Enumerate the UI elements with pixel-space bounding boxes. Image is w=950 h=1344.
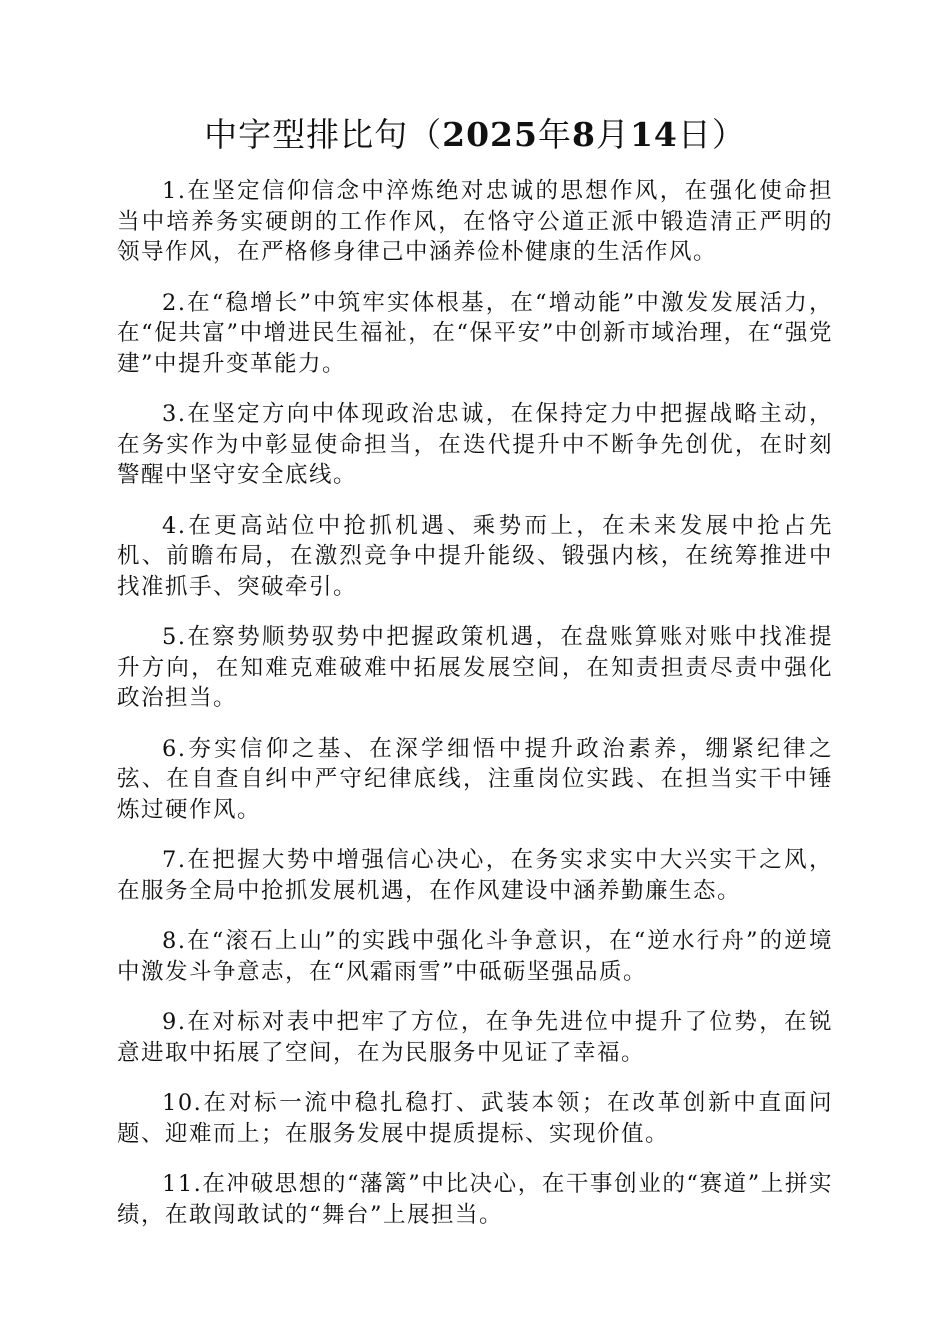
paragraph-7: 7.在把握大势中增强信心决心，在务实求实中大兴实干之风，在服务全局中抢抓发展机遇，在作风建设中涵养勤廉生态。: [117, 847, 833, 904]
title-day-unit: 日）: [677, 115, 746, 154]
title-prefix: 中字型排比句（: [204, 115, 443, 154]
paragraph-2: 2.在“稳增长”中筑牢实体根基，在“增动能”中激发发展活力，在“促共富”中增进民生福祉，在“保平安”中创新市域治理，在“强党建”中提升变革能力。: [117, 289, 833, 377]
document-body: [117, 176, 833, 1250]
title-month-unit: 月: [595, 115, 630, 154]
paragraph-9: 9.在对标对表中把牢了方位，在争先进位中提升了位势，在锐意进取中拓展了空间，在为民服务中见证了幸福。: [117, 1009, 833, 1066]
paragraph-1: 1.在坚定信仰信念中淬炼绝对忠诚的思想作风，在强化使命担当中培养务实硬朗的工作作风，在恪守公道正派中锻造清正严明的领导作风，在严格修身律己中涵养俭朴健康的生活作风。: [117, 178, 833, 265]
paragraph-10: 10.在对标一流中稳扎稳打、武装本领；在改革创新中直面问题、迎难而上；在服务发展中提质提标、实现价值。: [117, 1090, 833, 1147]
title-year: 2025: [442, 115, 538, 154]
title-day: 14: [629, 115, 678, 154]
paragraph-6: 6.夯实信仰之基、在深学细悟中提升政治素养，绷紧纪律之弦、在自查自纠中严守纪律底线，注重岗位实践、在担当实干中锤炼过硬作风。: [117, 735, 833, 823]
paragraph-4: 4.在更高站位中抢抓机遇、乘势而上，在未来发展中抢占先机、前瞻布局，在激烈竞争中提升能级、锻强内核，在统筹推进中找准抓手、突破牵引。: [117, 512, 833, 600]
paragraph-11: 11.在冲破思想的“藩篱”中比决心，在干事创业的“赛道”上拼实绩，在敢闯敢试的“舞台”上展担当。: [117, 1171, 833, 1228]
title-year-unit: 年: [537, 115, 572, 154]
paragraph-3: 3.在坚定方向中体现政治忠诚，在保持定力中把握战略主动，在务实作为中彰显使命担当，在迭代提升中不断争先创优，在时刻警醒中坚守安全底线。: [117, 401, 833, 488]
paragraph-5: 5.在察势顺势驭势中把握政策机遇，在盘账算账对账中找准提升方向，在知难克难破难中拓展发展空间，在知责担责尽责中强化政治担当。: [117, 624, 833, 711]
paragraph-8: 8.在“滚石上山”的实践中强化斗争意识，在“逆水行舟”的逆境中激发斗争意志，在“风霜雨雪”中砥砺坚强品质。: [117, 928, 833, 985]
title-month: 8: [571, 115, 596, 154]
page-title: [0, 112, 950, 158]
